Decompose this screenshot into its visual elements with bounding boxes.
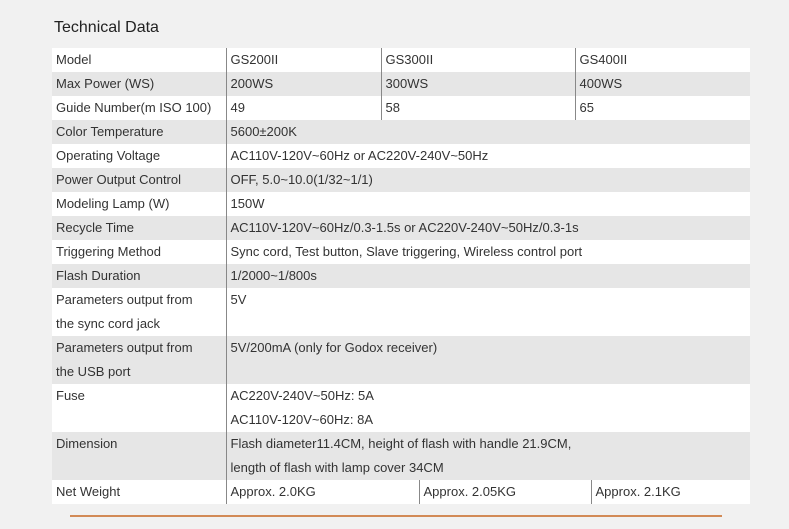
model-value-3: GS400II bbox=[575, 48, 750, 72]
guide-number-value-1: 49 bbox=[226, 96, 381, 120]
flash-duration-label: Flash Duration bbox=[52, 264, 226, 288]
table-row-recycle-time bbox=[52, 216, 750, 240]
table-row-usb-output bbox=[52, 336, 750, 384]
table-row-color-temperature bbox=[52, 120, 750, 144]
usb-output-label-line1: Parameters output from bbox=[56, 340, 193, 355]
sync-cord-output-label bbox=[52, 288, 226, 336]
modeling-lamp-value: 150W bbox=[226, 192, 750, 216]
table-row-guide-number bbox=[52, 96, 750, 120]
net-weight-value-2: Approx. 2.05KG bbox=[419, 480, 591, 504]
usb-output-value: 5V/200mA (only for Godox receiver) bbox=[226, 336, 750, 384]
footer-divider bbox=[70, 515, 722, 517]
power-output-control-label: Power Output Control bbox=[52, 168, 226, 192]
table-row-flash-duration bbox=[52, 264, 750, 288]
sync-cord-output-value: 5V bbox=[226, 288, 750, 336]
table-row-triggering-method bbox=[52, 240, 750, 264]
net-weight-label: Net Weight bbox=[52, 480, 226, 504]
max-power-value-3: 400WS bbox=[575, 72, 750, 96]
fuse-value bbox=[226, 384, 750, 432]
table-row-max-power bbox=[52, 72, 750, 96]
table-row-dimension bbox=[52, 432, 750, 480]
dimension-label: Dimension bbox=[52, 432, 226, 480]
table-row-power-output-control bbox=[52, 168, 750, 192]
fuse-value-line2: AC110V-120V~60Hz: 8A bbox=[230, 412, 373, 427]
model-label: Model bbox=[52, 48, 226, 72]
triggering-method-label: Triggering Method bbox=[52, 240, 226, 264]
recycle-time-label: Recycle Time bbox=[52, 216, 226, 240]
fuse-value-line1: AC220V-240V~50Hz: 5A bbox=[230, 388, 374, 403]
modeling-lamp-label: Modeling Lamp (W) bbox=[52, 192, 226, 216]
operating-voltage-label: Operating Voltage bbox=[52, 144, 226, 168]
color-temperature-value: 5600±200K bbox=[226, 120, 750, 144]
guide-number-label: Guide Number(m ISO 100) bbox=[52, 96, 226, 120]
dimension-value-line2: length of flash with lamp cover 34CM bbox=[230, 460, 444, 475]
table-row-fuse bbox=[52, 384, 750, 432]
operating-voltage-value: AC110V-120V~60Hz or AC220V-240V~50Hz bbox=[226, 144, 750, 168]
usb-output-label bbox=[52, 336, 226, 384]
table-row-net-weight bbox=[52, 480, 750, 504]
fuse-label: Fuse bbox=[52, 384, 226, 432]
model-value-1: GS200II bbox=[226, 48, 381, 72]
recycle-time-value: AC110V-120V~60Hz/0.3-1.5s or AC220V-240V~50Hz/0.3-1s bbox=[226, 216, 750, 240]
max-power-value-2: 300WS bbox=[381, 72, 575, 96]
guide-number-value-3: 65 bbox=[575, 96, 750, 120]
sync-cord-output-label-line1: Parameters output from bbox=[56, 292, 193, 307]
max-power-label: Max Power (WS) bbox=[52, 72, 226, 96]
sync-cord-output-label-line2: the sync cord jack bbox=[56, 316, 161, 331]
guide-number-value-2: 58 bbox=[381, 96, 575, 120]
net-weight-value-1: Approx. 2.0KG bbox=[226, 480, 419, 504]
model-value-2: GS300II bbox=[381, 48, 575, 72]
power-output-control-value: OFF, 5.0~10.0(1/32~1/1) bbox=[226, 168, 750, 192]
max-power-value-1: 200WS bbox=[226, 72, 381, 96]
table-row-sync-cord-output bbox=[52, 288, 750, 336]
dimension-value bbox=[226, 432, 750, 480]
table-row-operating-voltage bbox=[52, 144, 750, 168]
dimension-value-line1: Flash diameter11.4CM, height of flash with handle 21.9CM, bbox=[230, 436, 572, 451]
color-temperature-label: Color Temperature bbox=[52, 120, 226, 144]
table-row-modeling-lamp bbox=[52, 192, 750, 216]
technical-data-table bbox=[52, 48, 750, 504]
triggering-method-value: Sync cord, Test button, Slave triggering, Wireless control port bbox=[226, 240, 750, 264]
table-row-model bbox=[52, 48, 750, 72]
page-title: Technical Data bbox=[54, 19, 159, 36]
flash-duration-value: 1/2000~1/800s bbox=[226, 264, 750, 288]
usb-output-label-line2: the USB port bbox=[56, 364, 131, 379]
net-weight-value-3: Approx. 2.1KG bbox=[591, 480, 750, 504]
